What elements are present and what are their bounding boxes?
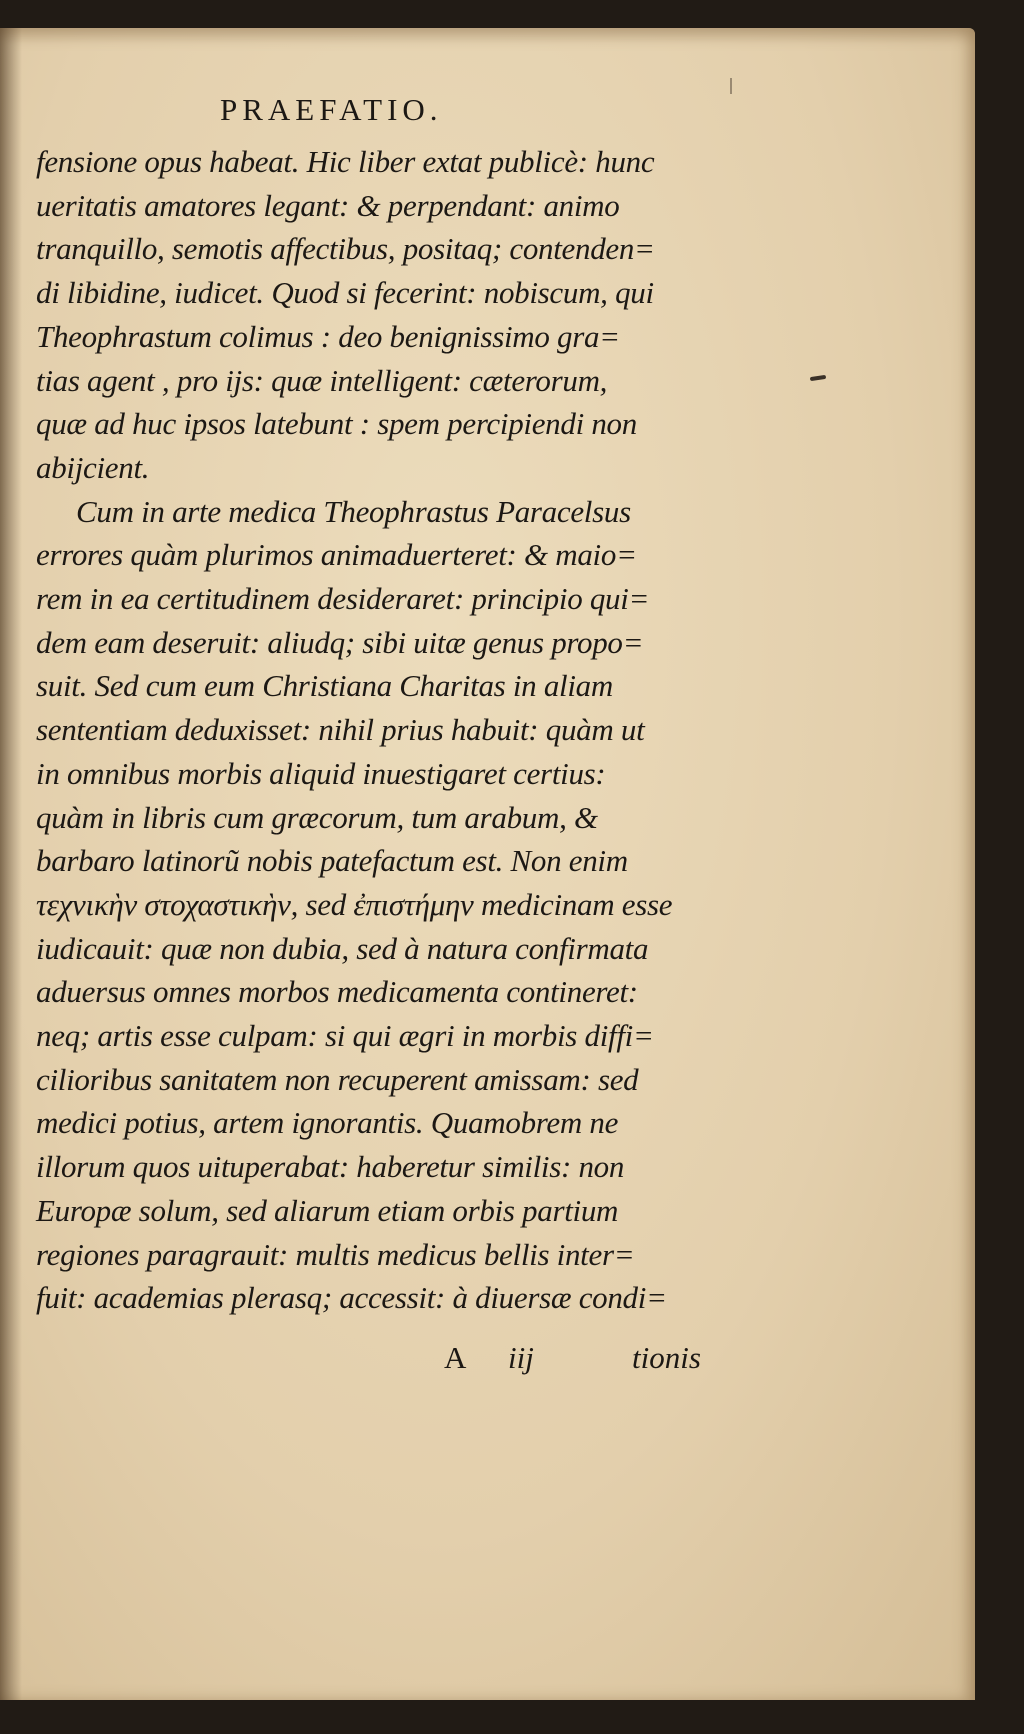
text-line: aduersus omnes morbos medicamenta contineret:: [36, 974, 638, 1010]
text-line: quàm in libris cum græcorum, tum arabum, &: [36, 799, 598, 835]
text-line: Theophrastum colimus : deo benignissimo gra=: [36, 318, 620, 354]
text-line: regiones paragrauit: multis medicus bellis inter=: [36, 1236, 635, 1272]
text-line: fensione opus habeat. Hic liber extat publicè: hunc: [36, 144, 655, 179]
text-line: tias agent , pro ijs: quæ intelligent: cæterorum,: [36, 362, 608, 398]
text-line: abijcient.: [36, 449, 150, 485]
text-line: Europæ solum, sed aliarum etiam orbis partium: [36, 1192, 619, 1228]
paragraph-start-line: Cum in arte medica Theophrastus Paracelsus: [76, 493, 631, 529]
text-line: tranquillo, semotis affectibus, positaq; contenden=: [36, 231, 655, 267]
text-line: sententiam deduxisset: nihil prius habuit: quàm ut: [36, 712, 645, 748]
text-line: neq; artis esse culpam: si qui ægri in morbis diffi=: [36, 1018, 654, 1054]
text-line: errores quàm plurimos animaduerteret: & maio=: [36, 537, 637, 573]
text-line: quæ ad huc ipsos latebunt : spem percipiendi non: [36, 406, 637, 442]
text-line: dem eam deseruit: aliudq; sibi uitæ genus propo=: [36, 624, 644, 660]
text-line: suit. Sed cum eum Christiana Charitas in aliam: [36, 668, 613, 704]
text-line: illorum quos uituperabat: haberetur similis: non: [36, 1149, 625, 1185]
text-line: barbaro latinorũ nobis patefactum est. Non enim: [36, 843, 628, 879]
text-line: iudicauit: quæ non dubia, sed à natura confirmata: [36, 930, 649, 966]
text-line: cilioribus sanitatem non recuperent amissam: sed: [36, 1061, 639, 1097]
body-text: [36, 140, 716, 1320]
text-line: τεχνικὴν στοχαστικὴν, sed ἐπιστήμην medicinam esse: [36, 886, 673, 922]
catchword: tionis: [632, 1340, 701, 1375]
signature-number: iij: [508, 1340, 534, 1375]
text-line: fuit: academias plerasq; accessit: à diuersæ condi=: [36, 1280, 667, 1316]
text-line: ueritatis amatores legant: & perpendant: animo: [36, 187, 620, 223]
running-header: PRAEFATIO.: [220, 92, 443, 127]
text-line: in omnibus morbis aliquid inuestigaret certius:: [36, 755, 606, 791]
text-line: rem in ea certitudinem desideraret: principio qui=: [36, 581, 650, 617]
signature-mark: A: [444, 1340, 467, 1375]
text-line: medici potius, artem ignorantis. Quamobrem ne: [36, 1105, 619, 1141]
gutter-shadow: [0, 28, 22, 1700]
text-line: di libidine, iudicet. Quod si fecerint: nobiscum, qui: [36, 275, 654, 311]
margin-tick: [730, 78, 732, 94]
